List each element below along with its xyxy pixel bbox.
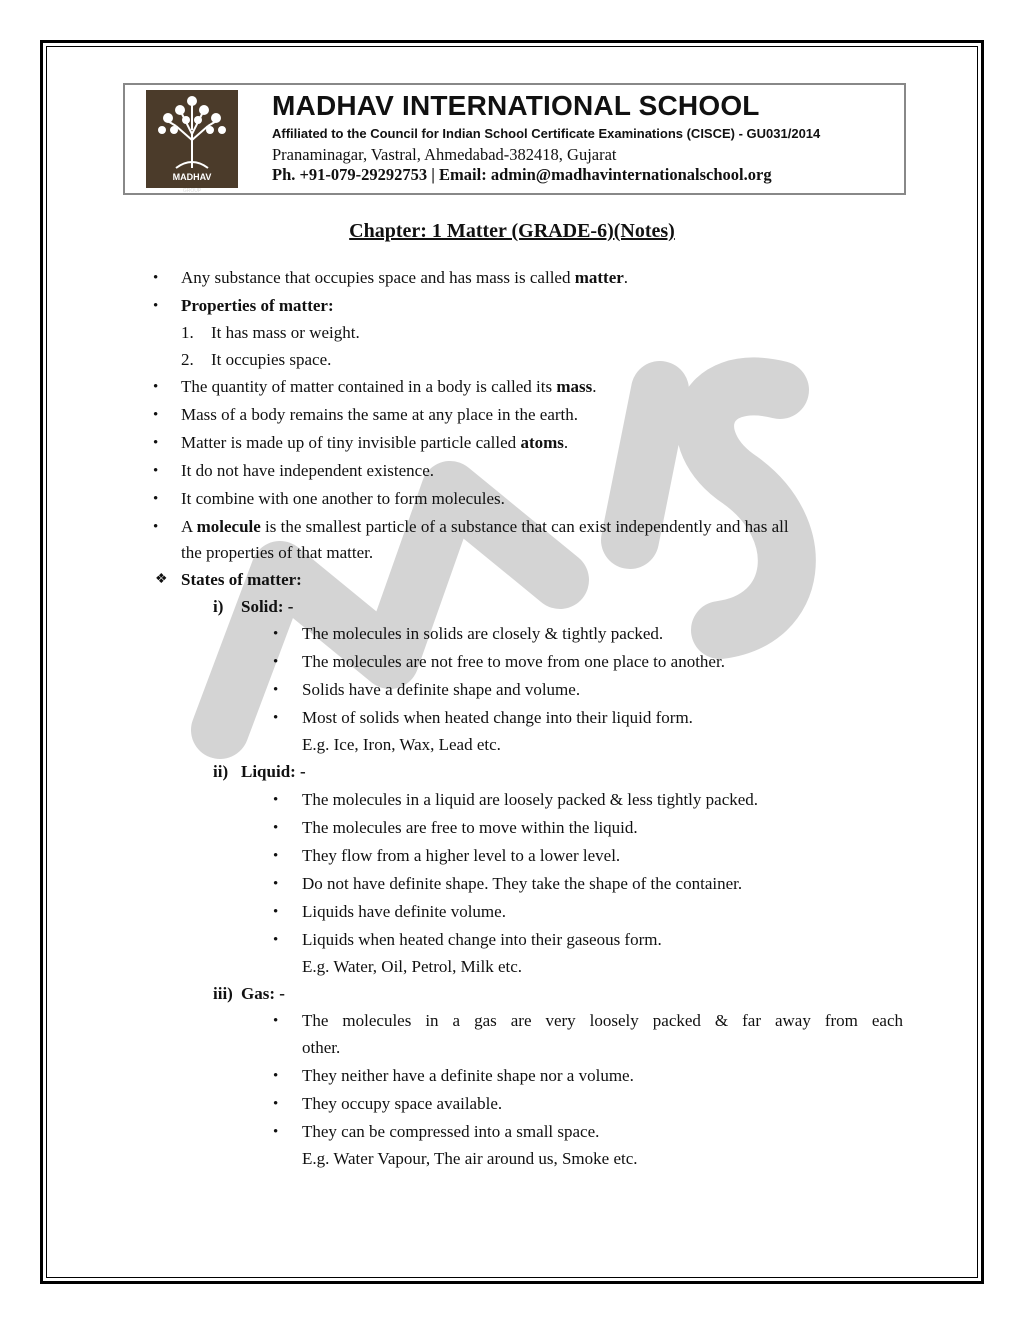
tree-icon (146, 90, 238, 170)
bullet: • (153, 519, 159, 535)
bullet: • (273, 626, 279, 642)
school-address: Pranaminagar, Vastral, Ahmedabad-382418, Gujarat (272, 145, 617, 164)
properties-heading: Properties of matter: (181, 296, 334, 315)
list-item: They can be compressed into a small space. (302, 1122, 600, 1141)
list-item: It combine with one another to form molecules. (181, 489, 505, 508)
bullet: • (273, 932, 279, 948)
page-title: Chapter: 1 Matter (GRADE-6)(Notes) (349, 220, 675, 242)
list-item: They occupy space available. (302, 1094, 503, 1113)
section-number: i) (213, 597, 224, 616)
list-item: Matter is made up of tiny invisible particle called atoms. (181, 433, 569, 452)
section-number: iii) (213, 984, 233, 1003)
diamond-bullet-icon: ❖ (155, 572, 168, 587)
bullet: • (273, 1013, 279, 1029)
list-item: Mass of a body remains the same at any place in the earth. (181, 405, 579, 424)
logo-text: MADHAV (172, 172, 212, 182)
bullet: • (273, 1068, 279, 1084)
bullet: • (273, 876, 279, 892)
list-item: Liquids have definite volume. (302, 902, 506, 921)
list-number: 1. (181, 323, 194, 342)
list-number: 2. (181, 350, 194, 369)
list-item: The molecules in a gas are very loosely packed & far away from each (302, 1011, 903, 1030)
watermark-text: MIS (160, 330, 162, 331)
list-item: The molecules in a liquid are loosely packed & less tightly packed. (302, 790, 759, 809)
list-item: Do not have definite shape. They take the shape of the container. (302, 874, 743, 893)
list-item: Solids have a definite shape and volume. (302, 680, 581, 699)
school-name: MADHAV INTERNATIONAL SCHOOL (272, 90, 760, 121)
bullet: • (273, 682, 279, 698)
list-item: Liquids when heated change into their gaseous form. (302, 930, 662, 949)
bullet: • (153, 270, 159, 286)
bullet: • (273, 848, 279, 864)
bullet: • (153, 298, 159, 314)
gas-heading: Gas: - (241, 984, 285, 1003)
bullet: • (153, 407, 159, 423)
states-heading: States of matter: (181, 570, 302, 589)
list-item: It do not have independent existence. (181, 461, 435, 480)
liquid-heading: Liquid: - (241, 762, 306, 781)
bullet: • (273, 820, 279, 836)
solid-heading: Solid: - (241, 597, 294, 616)
list-item: The molecules are free to move within the liquid. (302, 818, 638, 837)
list-item: They neither have a definite shape nor a volume. (302, 1066, 634, 1085)
list-item: The molecules are not free to move from one place to another. (302, 652, 725, 671)
list-item: They flow from a higher level to a lower level. (302, 846, 621, 865)
list-item: It occupies space. (211, 350, 332, 369)
logo-subtext: GROUP (182, 188, 202, 194)
list-item: Any substance that occupies space and has mass is called matter. (181, 268, 629, 287)
bullet: • (153, 491, 159, 507)
school-contact: Ph. +91-079-29292753 | Email: admin@madhavinternationalschool.org (272, 165, 772, 184)
list-item: It has mass or weight. (211, 323, 360, 342)
bullet: • (273, 792, 279, 808)
list-item: Most of solids when heated change into their liquid form. (302, 708, 693, 727)
example-text: E.g. Ice, Iron, Wax, Lead etc. (302, 735, 501, 754)
list-item: The molecules in solids are closely & tightly packed. (302, 624, 664, 643)
bullet: • (273, 654, 279, 670)
example-text: E.g. Water Vapour, The air around us, Smoke etc. (302, 1149, 638, 1168)
bullet: • (273, 710, 279, 726)
section-number: ii) (213, 762, 229, 781)
list-item-continuation: other. (302, 1038, 341, 1057)
list-item-continuation: the properties of that matter. (181, 543, 374, 562)
bullet: • (273, 1124, 279, 1140)
school-logo (146, 90, 238, 194)
bullet: • (153, 379, 159, 395)
bullet: • (153, 435, 159, 451)
affiliation: Affiliated to the Council for Indian School Certificate Examinations (CISCE) - GU031/2014 (272, 126, 821, 141)
bullet: • (273, 904, 279, 920)
list-item: The quantity of matter contained in a body is called its mass. (181, 377, 597, 396)
bullet: • (273, 1096, 279, 1112)
example-text: E.g. Water, Oil, Petrol, Milk etc. (302, 957, 523, 976)
bullet: • (153, 463, 159, 479)
list-item: A molecule is the smallest particle of a substance that can exist independently and has all (181, 517, 789, 536)
